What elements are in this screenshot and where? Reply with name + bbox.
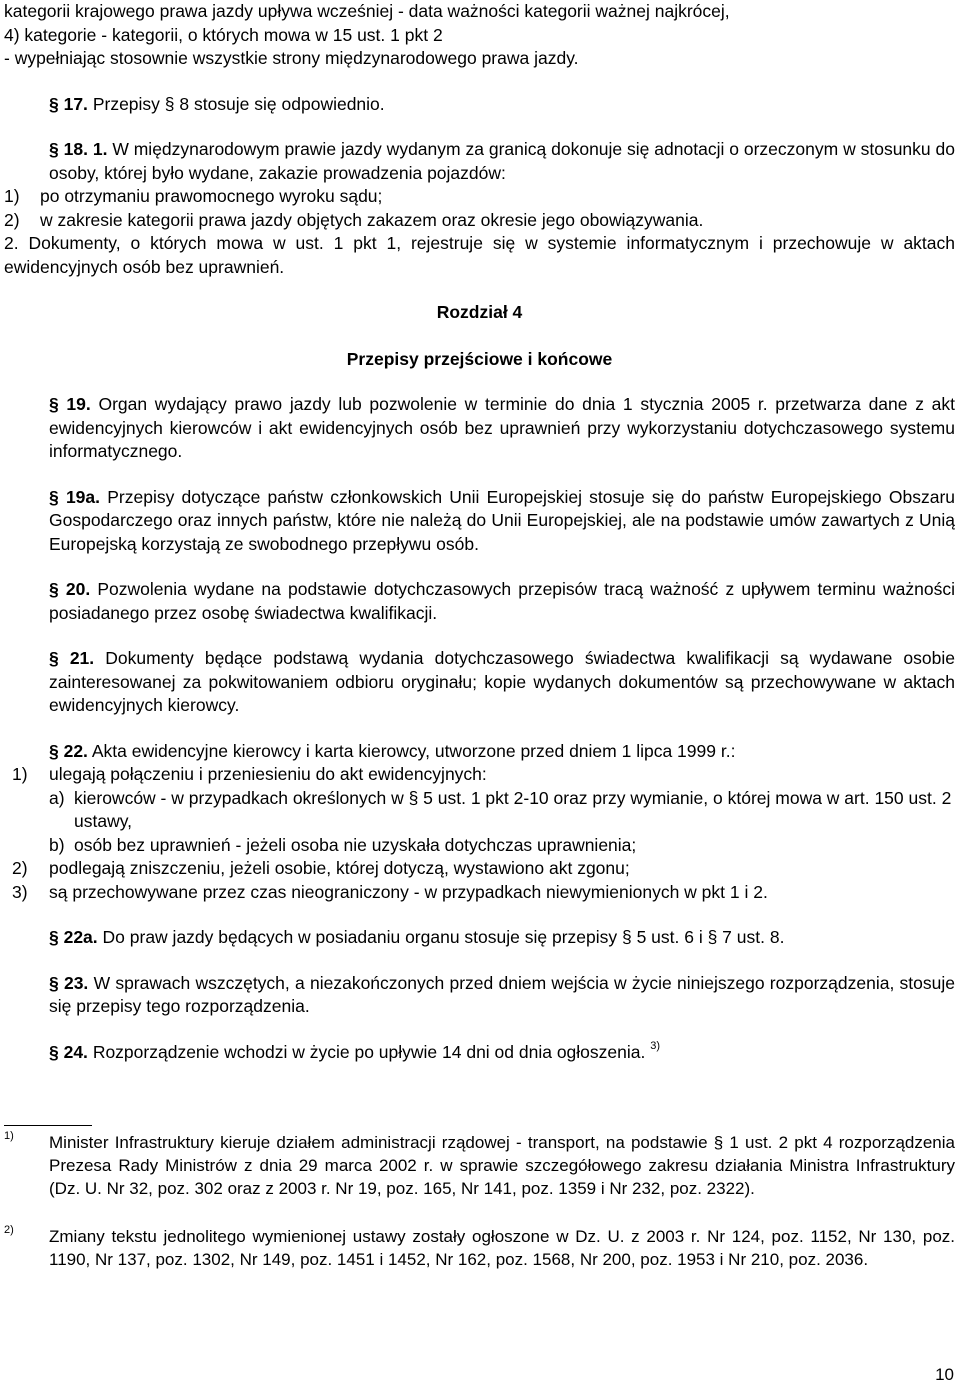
- section-21: [4, 647, 955, 718]
- footnote-reference-3: 3): [650, 1039, 661, 1052]
- section-18-text: W międzynarodowym prawie jazdy wydanym za granicą dokonuje się adnotacji o orzeczonym w stosunku do osoby, której było wydane, zakazie prowadzenia pojazdów:: [49, 139, 955, 183]
- section-22-item-2: 2) podlegają zniszczeniu, jeżeli osobie, której dotyczą, wystawiono akt zgonu;: [12, 858, 630, 878]
- section-22a: [4, 926, 955, 950]
- document-page: [4, 0, 955, 1064]
- footnote-2-text: Zmiany tekstu jednolitego wymienionej ustawy zostały ogłoszone w Dz. U. z 2003 r. Nr 124, poz. 1152, Nr 130, poz. 1190, Nr 137, poz. 1302, Nr 149, poz. 1451 i 1452, Nr 162, poz. 1568, Nr 200, poz. 1953 i Nr 210, poz. 2036.: [49, 1227, 955, 1269]
- continuation-line-2: 4) kategorie - kategorii, o których mowa w 15 ust. 1 pkt 2: [4, 24, 443, 45]
- section-19a-text: Przepisy dotyczące państw członkowskich Unii Europejskiej stosuje się do państw Europejskiego Obszaru Gospodarczego oraz innych państw, które nie należą do Unii Europejskiej, ale na podstawie umów zawartych z Unią Europejską korzystają ze swobodnego przepływu osób.: [49, 486, 956, 554]
- section-24: [4, 1041, 955, 1065]
- section-22-item-1a: a) kierowców - w przypadkach określonych w § 5 ust. 1 pkt 2-10 oraz przy wymianie, o której mowa w art. 150 ust. 2 ustawy,: [49, 787, 952, 831]
- section-18: [4, 138, 955, 279]
- section-19: [4, 393, 955, 464]
- section-19a-number: § 19a.: [49, 486, 101, 507]
- continuation-line-1: kategorii krajowego prawa jazdy upływa wcześniej - data ważności kategorii ważnej najkrócej,: [4, 1, 730, 21]
- section-17: [4, 93, 955, 117]
- section-24-text: Rozporządzenie wchodzi w życie po upływie 14 dni od dnia ogłoszenia.: [92, 1041, 646, 1062]
- section-21-number: § 21.: [49, 648, 95, 668]
- section-18-item-2: 2) w zakresie kategorii prawa jazdy objętych zakazem oraz okresie jego obowiązywania.: [4, 209, 704, 230]
- section-23-text: W sprawach wszczętych, a niezakończonych przed dniem wejścia w życie niniejszego rozporządzenia, stosuje się przepisy tego rozporządzenia.: [49, 972, 955, 1016]
- section-20: [4, 578, 955, 625]
- section-22: [4, 740, 955, 905]
- section-22-number: § 22.: [49, 740, 88, 761]
- section-22a-text: Do praw jazdy będących w posiadaniu organu stosuje się przepisy § 5 ust. 6 i § 7 ust. 8.: [102, 927, 785, 947]
- section-19a: [4, 486, 955, 557]
- section-20-number: § 20.: [49, 579, 91, 599]
- footnote-1-mark: 1): [4, 1130, 14, 1142]
- section-19-number: § 19.: [49, 394, 91, 414]
- section-22-item-3: 3) są przechowywane przez czas nieograniczony - w przypadkach niewymienionych w pkt 1 i 2.: [12, 881, 768, 902]
- section-18-item-1: 1) po otrzymaniu prawomocnego wyroku sądu;: [4, 186, 383, 206]
- section-18-paragraph-2: 2. Dokumenty, o których mowa w ust. 1 pkt 1, rejestruje się w systemie informatycznym i przechowuje w aktach ewidencyjnych osób bez uprawnień.: [4, 233, 955, 277]
- page-number: 10: [935, 1365, 954, 1384]
- section-24-number: § 24.: [49, 1041, 88, 1062]
- footnote-2: [4, 1225, 955, 1271]
- footnote-1: [4, 1131, 955, 1200]
- footnote-2-mark: 2): [4, 1224, 14, 1236]
- footnote-separator: [4, 1125, 92, 1126]
- section-17-number: § 17.: [49, 93, 88, 114]
- footnote-1-text: Minister Infrastruktury kieruje działem administracji rządowej - transport, na podstawie § 1 ust. 2 pkt 4 rozporządzenia Prezesa Rady Ministrów z dnia 29 marca 2002 r. w sprawie szczegółowego zakresu działania Ministra Infrastruktury (Dz. U. Nr 32, poz. 302 oraz z 2003 r. Nr 19, poz. 165, Nr 141, poz. 1359 i Nr 232, poz. 2322).: [49, 1133, 955, 1198]
- chapter-subtitle: Przepisy przejściowe i końcowe: [346, 348, 613, 369]
- section-20-text: Pozwolenia wydane na podstawie dotychczasowych przepisów tracą ważność z upływem terminu ważności posiadanego przez osobę świadectwa kwalifikacji.: [49, 579, 955, 623]
- continuation-line-3: - wypełniając stosownie wszystkie strony międzynarodowego prawa jazdy.: [4, 48, 579, 68]
- section-23: [4, 972, 955, 1019]
- chapter-title: Rozdział 4: [436, 302, 523, 322]
- section-22-item-1: 1) ulegają połączeniu i przeniesieniu do akt ewidencyjnych:: [12, 764, 487, 784]
- section-19-text: Organ wydający prawo jazdy lub pozwolenie w terminie do dnia 1 stycznia 2005 r. przetwarza dane z akt ewidencyjnych kierowców i akt ewidencyjnych osób bez uprawnień przy wykorzystaniu dotychczasowego systemu informatycznego.: [49, 394, 955, 461]
- section-17-text: Przepisy § 8 stosuje się odpowiednio.: [92, 93, 385, 114]
- section-22-text: Akta ewidencyjne kierowcy i karta kierowcy, utworzone przed dniem 1 lipca 1999 r.:: [91, 740, 736, 761]
- section-22a-number: § 22a.: [49, 927, 98, 947]
- section-23-number: § 23.: [49, 972, 89, 993]
- section-22-item-1b: b) osób bez uprawnień - jeżeli osoba nie uzyskała dotychczas uprawnienia;: [49, 834, 637, 855]
- top-continuation: [4, 0, 955, 71]
- section-18-number: § 18. 1.: [49, 139, 108, 159]
- section-21-text: Dokumenty będące podstawą wydania dotychczasowego świadectwa kwalifikacji są wydawane osobie zainteresowanej za pokwitowaniem odbioru oryginału; kopie wydanych dokumentów są przechowywane w aktach ewidencyjnych kierowcy.: [49, 648, 955, 715]
